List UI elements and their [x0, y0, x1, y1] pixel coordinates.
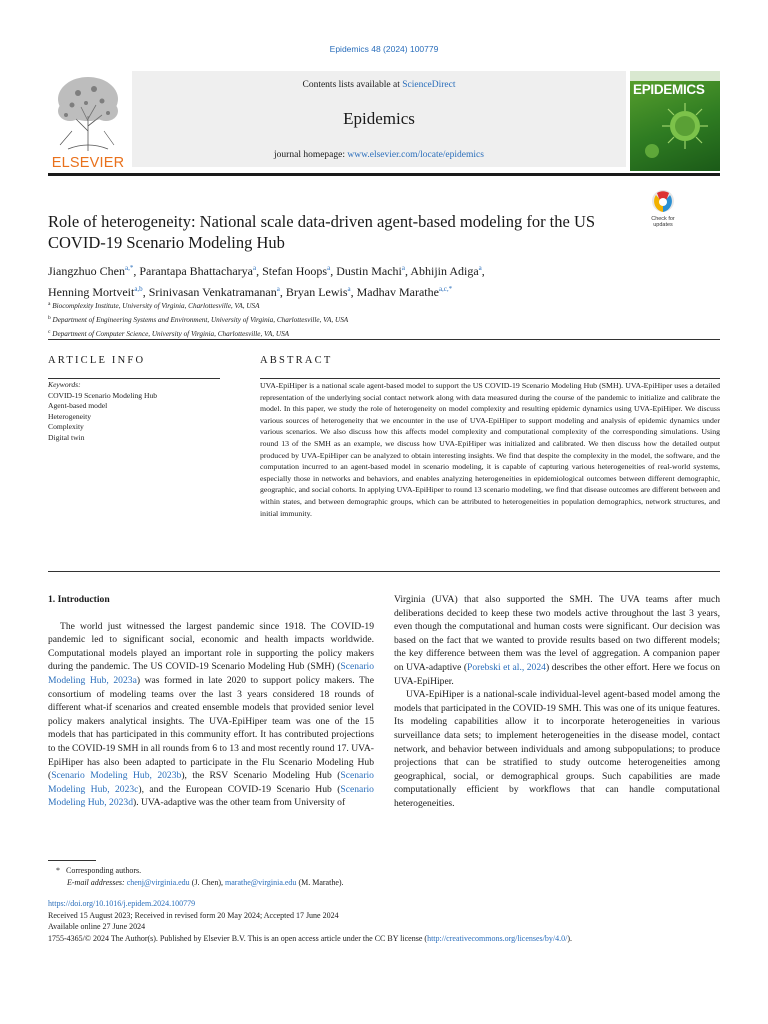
intro-paragraph-2: UVA-EpiHiper is a national-scale individual-level agent-based model among the models that participated in the COVID-19 SMH. This was one of its unique features. Its modeling capabilities allow it to incorporate heterogeneities in various surveillance data sets; to implement heterogeneities in the disease model, contact network, and behavior between individuals and among subpopulations; to produce projections that can be stratified to study outcome heterogeneities among geographical, social, or demographical groups. Such capabilities are made computationally efficient by workflows that can handle computational heterogeneities.	[394, 689, 720, 809]
divider	[48, 339, 720, 340]
footnote-rule	[48, 860, 96, 861]
abstract-heading: ABSTRACT	[260, 355, 333, 366]
author-affiliation-link[interactable]: a	[347, 284, 351, 293]
author-affiliation-link[interactable]: a	[478, 264, 482, 272]
author-affiliation-link[interactable]: a	[327, 264, 331, 272]
article-title: Role of heterogeneity: National scale data-driven agent-based modeling for the US COVID-19 Scenario Modeling Hub	[48, 212, 596, 252]
affiliation: $^a$ Biocomplexity Institute, University of Virginia, Charlottesville, VA, USA	[48, 301, 260, 310]
virus-illustration-icon	[630, 71, 720, 171]
divider	[48, 378, 220, 379]
header-rule	[48, 173, 720, 176]
keyword: Complexity	[48, 422, 84, 431]
keyword: Digital twin	[48, 432, 85, 442]
citation-link[interactable]: Scenario Modeling Hub, 2023d	[48, 783, 374, 809]
elsevier-wordmark: ELSEVIER	[51, 155, 125, 171]
masthead	[48, 71, 720, 174]
affiliation: $^c$ Department of Computer Science, University of Virginia, Charlottesville, VA, USA	[48, 329, 290, 338]
abstract-text: UVA-EpiHiper is a national scale agent-based model to support the US COVID-19 Scenario Modeling Hub (SMH). UVA-EpiHiper uses a detailed representation of the underlying social contact network along with data measured during the course of the pandemic to initialize and calibrate the model. In this paper, we study the role of heterogeneity on model complexity and resulting epidemic dynamics using UVA-EpiHiper. We discuss various sources of heterogeneity that we encounter in the use of UVA-EpiHiper to support modeling and analysis of epidemic dynamics under various scenarios. We also discuss how this affects model complexity and computational complexity of the corresponding simulations. Using round 13 of the SMH as an example, we discuss how UVA-EpiHiper was initialized and calibrated. We then discuss how the detailed output produced by UVA-EpiHiper can be analyzed to obtain interesting insights. We find that despite the complexity in the model, the software, and the computation incurred to an agent-based model in scenario modeling, it is capable of capturing various heterogeneities of real-world systems, especially those in networks and behaviors, and enables analyzing heterogeneities in epidemiological outcomes between different demographic, geographic, and social cohorts. In applying UVA-EpiHiper to round 13 scenario modeling, we find that disease outcomes are different between and within states, and between demographic groups, which can be attributed to heterogeneities in population demographics, network structures, and initial immunity.	[260, 381, 720, 518]
corresponding-author-note: * Corresponding authors.	[56, 866, 142, 875]
author: Parantapa Bhattacharya$^a$,	[139, 264, 263, 278]
journal-header-box	[132, 71, 626, 167]
sciencedirect-link[interactable]: ScienceDirect	[402, 80, 456, 90]
journal-title: Epidemics	[343, 109, 415, 128]
citation-link[interactable]: Scenario Modeling Hub, 2023a	[48, 661, 374, 686]
body-column-right	[394, 593, 720, 811]
author-list	[48, 260, 648, 301]
affiliation-list	[48, 298, 648, 340]
intro-paragraph-1: The world just witnessed the largest pandemic since 1918. The COVID-19 pandemic led to significant social, economic and health impacts worldwide. Computational models played an important role in supporting the policy makers during the pandemic. The US COVID-19 Scenario Modeling Hub (SMH) (Scenario Modeling Hub, 2023a) was formed in late 2020 to support policy makers. The consortium of modeling teams over the last 3 years considered 18 rounds of different what-if scenarios and created ensemble models that provided senior level policy makers analytical insights. The UVA-EpiHiper team was one of the 15 models that has participated in this community effort. It has contributed projections to the COVID-19 SMH in all rounds from 6 to 13 and most recently round 17. UVA-EpiHiper has also been adapted to participate in the Flu Scenario Modeling Hub (Scenario Modeling Hub, 2023b), the RSV Scenario Modeling Hub (Scenario Modeling Hub, 2023c), and the European COVID-19 Scenario Hub (Scenario Modeling Hub, 2023d). UVA-adaptive was the other team from University of	[48, 620, 374, 809]
journal-cover-image[interactable]	[630, 71, 720, 171]
email-link-chen[interactable]: chenj@virginia.edu	[126, 878, 190, 887]
author: Madhav Marathe$^{a,c,*}$	[356, 284, 453, 299]
received-dates: Received 15 August 2023; Received in revised form 20 May 2024; Accepted 17 June 2024	[48, 910, 339, 920]
divider	[260, 378, 720, 379]
article-info-heading: ARTICLE INFO	[48, 355, 146, 366]
author-affiliation-link[interactable]: a,b	[134, 284, 143, 293]
publication-info	[48, 898, 728, 945]
journal-homepage-link[interactable]: www.elsevier.com/locate/epidemics	[347, 150, 484, 160]
license-line: 1755-4365/© 2024 The Author(s). Published by Elsevier B.V. This is an open access article under the CC BY license (http://creativecommons.org/licenses/by/4.0/).	[48, 934, 573, 944]
author: Jiangzhuo Chen$^{a,*}$,	[48, 264, 140, 278]
affiliation: $^b$ Department of Engineering Systems and Environment, University of Virginia, Charlottesville, VA, USA	[48, 315, 349, 324]
keywords-label: Keywords:	[48, 380, 81, 389]
author: Dustin Machi$^a$,	[336, 264, 411, 278]
license-link[interactable]: http://creativecommons.org/licenses/by/4.0/	[427, 934, 568, 944]
keyword: COVID-19 Scenario Modeling Hub	[48, 390, 158, 400]
keyword: Agent-based model	[48, 401, 108, 410]
citation-link[interactable]: Porebski et al., 2024	[467, 661, 546, 673]
author: Stefan Hoops$^a$,	[262, 264, 337, 278]
cover-title: EPIDEMICS	[633, 82, 705, 97]
citation-link[interactable]: Scenario Modeling Hub, 2023b	[51, 770, 182, 782]
author: Bryan Lewis$^a$,	[285, 284, 357, 299]
citation-link[interactable]: Scenario Modeling Hub, 2023c	[48, 770, 374, 795]
crossmark-label-1: Check for	[651, 216, 675, 222]
keywords-list	[48, 380, 220, 443]
keyword: Heterogeneity	[48, 411, 92, 421]
email-addresses: E-mail addresses: chenj@virginia.edu (J. Chen), marathe@virginia.edu (M. Marathe).	[67, 878, 344, 887]
contents-available-line: Contents lists available at ScienceDirect	[302, 80, 456, 90]
author: Henning Mortveit$^{a,b}$,	[48, 284, 149, 299]
available-online-date: Available online 27 June 2024	[48, 922, 146, 932]
email-link-marathe[interactable]: marathe@virginia.edu	[225, 878, 297, 887]
body-column-left	[48, 593, 374, 810]
crossmark-label-2: updates	[653, 222, 673, 228]
author: Srinivasan Venkatramanan$^a$,	[148, 284, 286, 299]
author-affiliation-link[interactable]: a,c,*	[438, 284, 453, 293]
footnotes	[56, 865, 656, 889]
journal-homepage-line: journal homepage: www.elsevier.com/locate/epidemics	[274, 150, 484, 160]
intro-paragraph-1-continued: Virginia (UVA) that also supported the SMH. The UVA teams after much deliberations decided to keep these two models active throughout the last 3 years, even though the computational and human costs were significant. Our decision was based on the fact that we wanted to provide results based on two different models; the key difference between them was the level of aggregation. A companion paper on UVA-adaptive (Porebski et al., 2024) describes the other effort. Here we focus on UVA-EpiHiper.	[394, 594, 721, 687]
author-affiliation-link[interactable]: a	[276, 284, 280, 293]
author-affiliation-link[interactable]: a	[252, 264, 257, 272]
divider	[48, 571, 720, 572]
section-heading: 1. Introduction	[48, 594, 110, 605]
doi-link[interactable]: https://doi.org/10.1016/j.epidem.2024.100779	[48, 899, 196, 908]
author-affiliation-link[interactable]: a	[401, 264, 405, 272]
check-for-updates-icon[interactable]	[646, 188, 680, 228]
journal-reference-link[interactable]: Epidemics 48 (2024) 100779	[329, 44, 439, 54]
author: Abhijin Adiga$^a$,	[410, 264, 485, 278]
author-affiliation-link[interactable]: a,*	[125, 264, 134, 272]
